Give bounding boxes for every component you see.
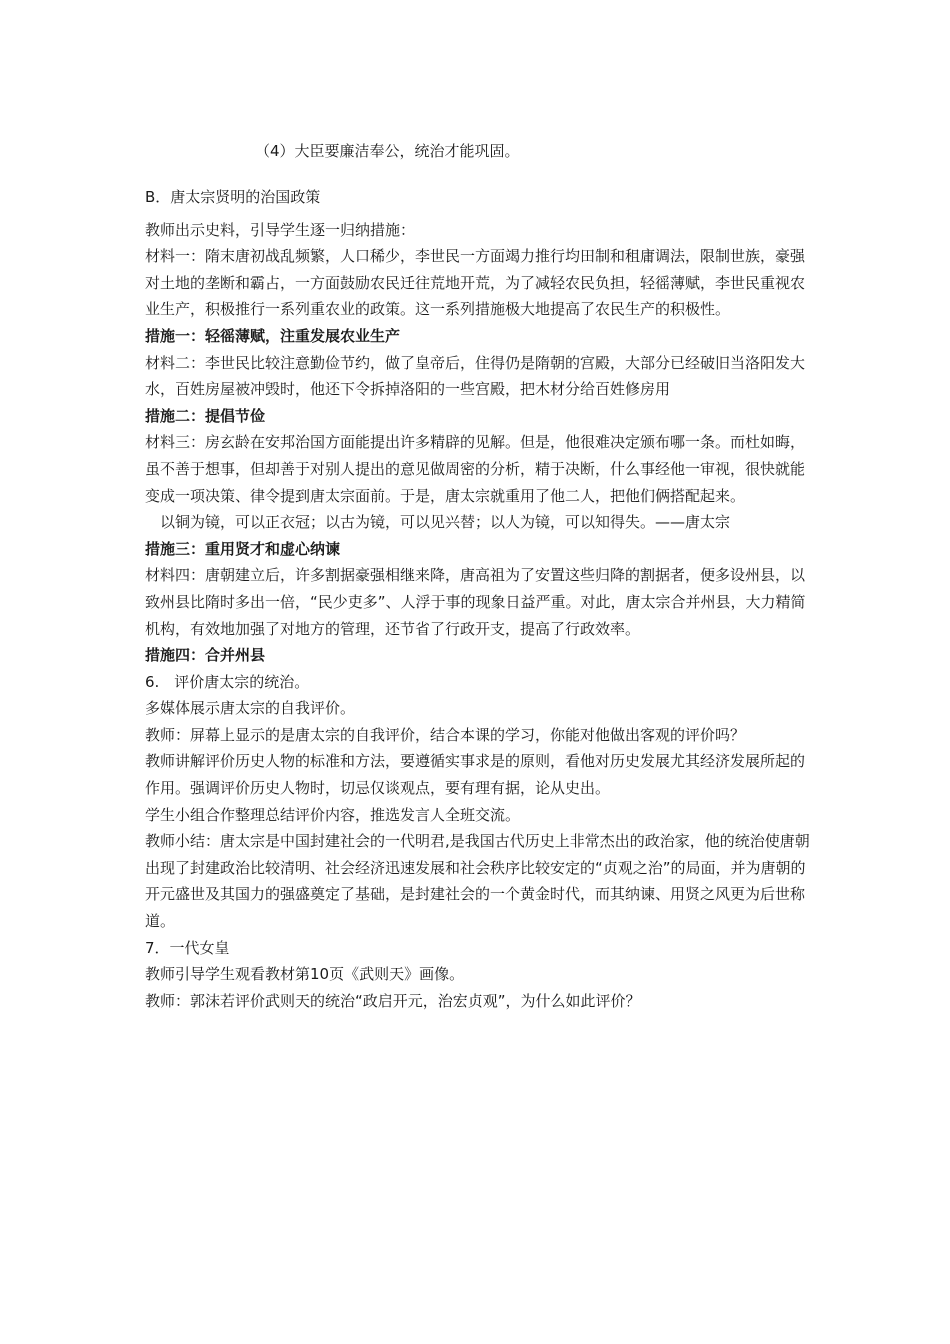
teacher-summary: 教师小结：唐太宗是中国封建社会的一代明君,是我国古代历史上非常杰出的政治家，他的统治使唐朝出现了封建政治比较清明、社会经济迅速发展和社会秩序比较安定的“贞观之治”的局面，并为唐朝的开元盛世及其国力的强盛奠定了基础，是封建社会的一个黄金时代，而其纳谏、用贤之风更为后世称道。 [145, 832, 810, 931]
quote: 以铜为镜，可以正衣冠；以古为镜，可以见兴替；以人为镜，可以知得失。——唐太宗 [160, 513, 731, 532]
material-three: 材料三：房玄龄在安邦治国方面能提出许多精辟的见解。但是，他很难决定颁布哪一条。而杜如晦，虽不善于想事，但却善于对别人提出的意见做周密的分析，精于决断，什么事经他一审视，很快就能变成一项决策、律令提到唐太宗面前。于是，唐太宗就重用了他二人，把他们俩搭配起来。 [145, 433, 806, 505]
material-two: 材料二：李世民比较注意勤俭节约，做了皇帝后，住得仍是隋朝的宫殿，大部分已经破旧当洛阳发大水，百姓房屋被冲毁时，他还下令拆掉洛阳的一些宫殿，把木材分给百姓修房用 [145, 353, 806, 399]
paragraph: 教师：郭沫若评价武则天的统治“政启开元，治宏贞观”，为什么如此评价？ [145, 991, 641, 1010]
section-heading-b: B．唐太宗贤明的治国政策 [145, 188, 321, 206]
material-one: 材料一：隋末唐初战乱频繁，人口稀少，李世民一方面竭力推行均田制和租庸调法，限制世族，豪强对土地的垄断和霸占，一方面鼓励农民迁往荒地开荒，为了减轻农民负担，轻徭薄赋，李世民重视农业生产，积极推行一系列重农业的政策。这一系列措施极大地提高了农民生产的积极性。 [145, 247, 806, 319]
measure-one: 措施一：轻徭薄赋，注重发展农业生产 [145, 326, 401, 345]
section-heading-6: 6. 评价唐太宗的统治。 [145, 672, 310, 691]
measure-three: 措施三：重用贤才和虚心纳谏 [145, 539, 341, 558]
section-heading-7: 7．一代女皇 [145, 938, 230, 957]
paragraph: 教师：屏幕上显示的是唐太宗的自我评价，结合本课的学习，你能对他做出客观的评价吗？ [145, 725, 746, 744]
list-item-4: （4）大臣要廉洁奉公，统治才能巩固。 [255, 142, 520, 160]
material-four: 材料四：唐朝建立后，许多割据豪强相继来降，唐高祖为了安置这些归降的割据者，便多设州县，以致州县比隋时多出一倍，“民少吏多”、人浮于事的现象日益严重。对此，唐太宗合并州县，大力精简机构，有效地加强了对地方的管理，还节省了行政开支，提高了行政效率。 [145, 566, 806, 638]
measure-two: 措施二：提倡节俭 [145, 406, 266, 425]
paragraph: 教师出示史料，引导学生逐一归纳措施： [145, 220, 416, 239]
paragraph: 多媒体展示唐太宗的自我评价。 [145, 699, 356, 718]
paragraph: 教师讲解评价历史人物的标准和方法，要遵循实事求是的原则，看他对历史发展尤其经济发展所起的作用。强调评价历史人物时，切忌仅谈观点，要有理有据，论从史出。 [145, 752, 806, 798]
measure-four: 措施四：合并州县 [145, 646, 266, 665]
paragraph: 教师引导学生观看教材第10页《武则天》画像。 [145, 965, 465, 984]
document-body [145, 0, 810, 1014]
paragraph: 学生小组合作整理总结评价内容，推选发言人全班交流。 [145, 805, 521, 824]
